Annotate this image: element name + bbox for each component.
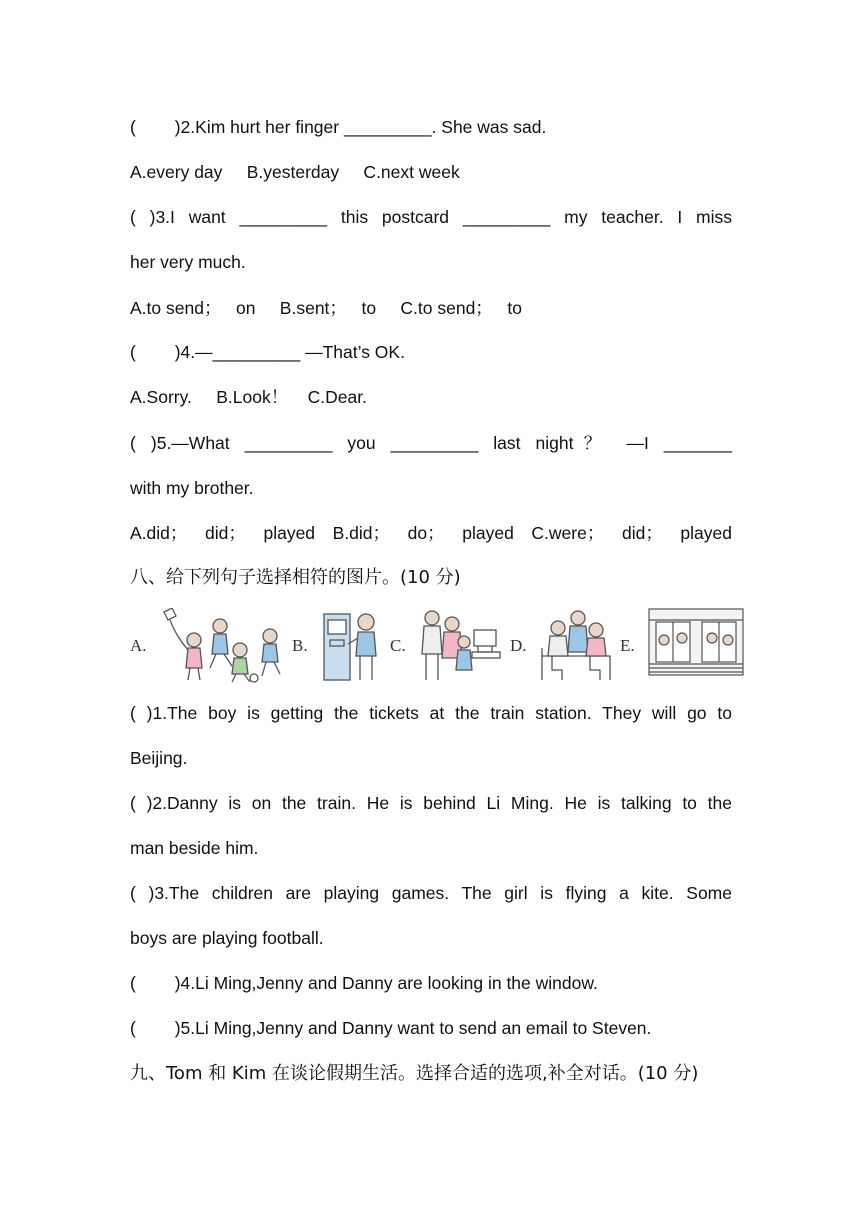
picture-label-a: A.: [130, 636, 147, 655]
section-8-item-2-line1: ( )2.Danny is on the train. He is behind Li Ming. He is talking to the: [130, 793, 732, 813]
picture-row: [130, 608, 744, 684]
section-8-item-1-line2: Beijing.: [130, 748, 188, 768]
people-at-computer-picture: [418, 608, 502, 684]
question-2-options: A.every day B.yesterday C.next week: [130, 162, 460, 182]
section-8-item-3-line1: ( )3.The children are playing games. The girl is flying a kite. Some: [130, 883, 732, 903]
question-5-line2: with my brother.: [130, 478, 254, 498]
boy-at-ticket-machine-picture: [320, 608, 382, 684]
picture-label-c: C.: [390, 636, 406, 655]
picture-label-b: B.: [292, 636, 308, 655]
section-8-heading: 八、给下列句子选择相符的图片。(10 分): [130, 567, 461, 588]
question-3-line2: her very much.: [130, 252, 246, 272]
section-9-heading: 九、Tom 和 Kim 在谈论假期生活。选择合适的选项,补全对话。(10 分): [130, 1063, 699, 1084]
question-3-line1: ( )3.I want _________ this postcard _________ my teacher. I miss: [130, 207, 732, 227]
question-5-options: A.did； did； played B.did； do； played C.were； did； played: [130, 523, 732, 543]
question-2: ( )2.Kim hurt her finger _________. She was sad.: [130, 117, 547, 137]
section-8-item-4: ( )4.Li Ming,Jenny and Danny are looking in the window.: [130, 973, 598, 993]
section-8-item-1-line1: ( )1.The boy is getting the tickets at the train station. They will go to: [130, 703, 732, 723]
picture-label-d: D.: [510, 636, 527, 655]
people-sitting-on-train-picture: [540, 608, 612, 684]
section-8-item-3-line2: boys are playing football.: [130, 928, 324, 948]
question-4-options: A.Sorry. B.Look！ C.Dear.: [130, 387, 367, 407]
section-8-item-5: ( )5.Li Ming,Jenny and Danny want to send an email to Steven.: [130, 1018, 652, 1038]
section-8-item-2-line2: man beside him.: [130, 838, 259, 858]
question-5-line1: ( )5.—What _________ you _________ last night？ —I _______: [130, 433, 732, 453]
question-3-options: A.to send； on B.sent； to C.to send； to: [130, 298, 522, 318]
children-looking-in-window-picture: [648, 608, 744, 676]
picture-label-e: E.: [620, 636, 635, 655]
question-4: ( )4.—_________ —That’s OK.: [130, 342, 405, 362]
children-playing-kite-football-picture: [154, 608, 286, 684]
